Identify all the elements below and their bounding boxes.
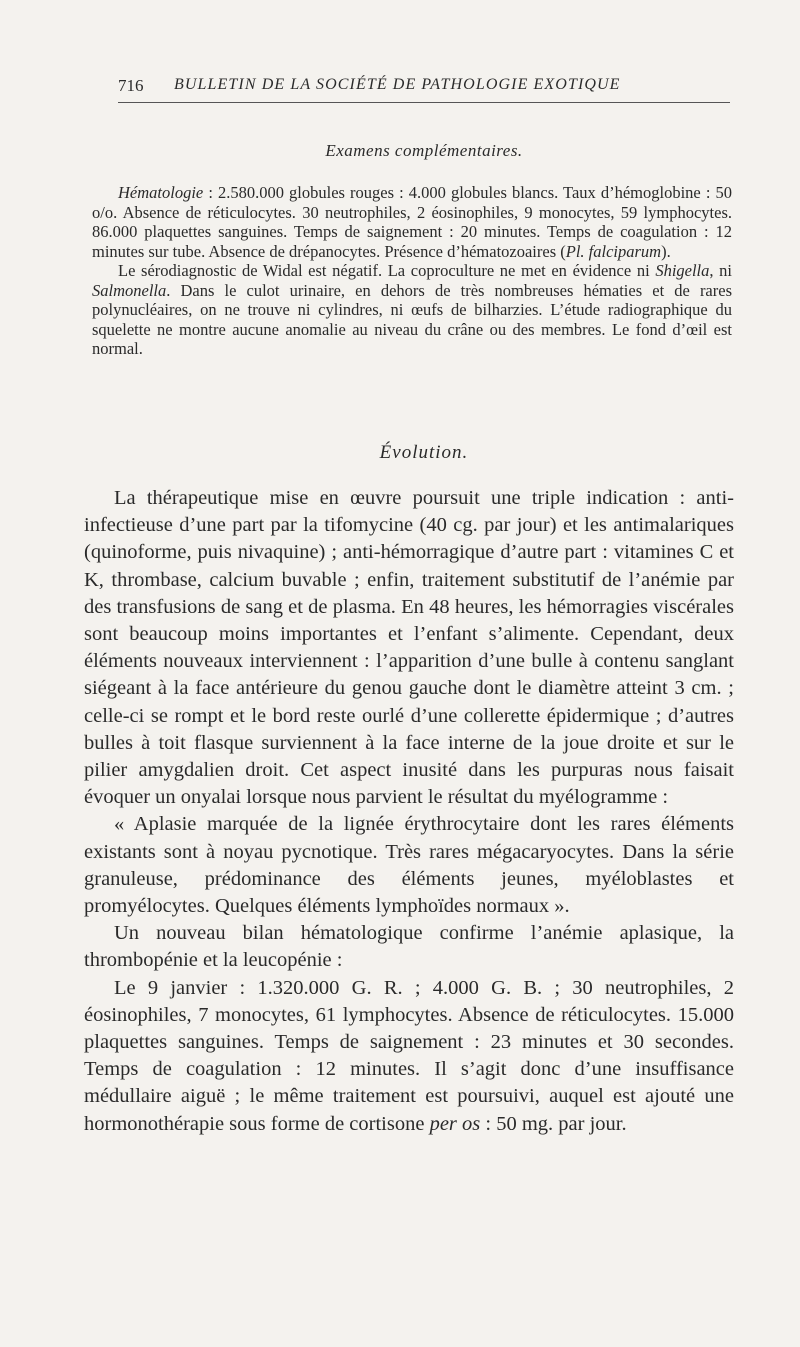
janvier-text: Le 9 janvier : 1.320.000 G. R. ; 4.000 G. B. ; 30 neutrophiles, 2 éosinophiles, 7 monocytes, 61 lymphocytes. Absence de réticulocytes. 15.000 plaquettes sanguines. Temps de saignement : 23 minutes et 30 secondes. Temps de coagulation : 12 minutes. Il s’agit donc d’une insuffisance médullaire aiguë ; le même traitement est poursuivi, auquel est ajouté une hormonothérapie sous forme de cortisone (84, 976, 734, 1135)
examens-body (92, 183, 732, 359)
janvier-end: : 50 mg. par jour. (480, 1112, 627, 1135)
hematologie-lead: Hématologie (118, 183, 204, 202)
shigella: Shigella (655, 261, 710, 280)
serodiagnostic-text-2: , ni (709, 261, 732, 280)
paragraph-hematologie (92, 183, 732, 261)
species-name: Pl. falciparum (565, 241, 662, 261)
page-number: 716 (118, 76, 144, 95)
serodiagnostic-text-3: . Dans le culot urinaire, en dehors de très nombreuses hématies et de rares polynucléaires, on ne trouve ni cylindres, ni œufs de bilharzies. L’étude radiographique du squelette ne montre aucune anomalie au niveau du crâne ou des membres. Le fond d’œil est normal. (92, 280, 732, 358)
journal-title: BULLETIN DE LA SOCIÉTÉ DE PATHOLOGIE EXOTIQUE (174, 76, 621, 93)
hematologie-end: ). (661, 241, 671, 261)
evolution-body (84, 485, 734, 1138)
paragraph-bilan: Un nouveau bilan hématologique confirme l’anémie aplasique, la thrombopénie et la leucopénie : (84, 922, 734, 972)
section-heading-examens: Examens complémentaires. (325, 141, 523, 160)
hematologie-text: : 2.580.000 globules rouges : 4.000 globules blancs. Taux d’hémoglobine : 50 o/o. Absence de réticulocytes. 30 neutrophiles, 2 éosinophiles, 9 monocytes, 59 lymphocytes. 86.000 plaquettes sanguines. Temps de saignement : 20 minutes. Temps de coagulation : 12 minutes sur tube. Absence de drépanocytes. Présence d’hématozoaires ( (92, 183, 732, 261)
paragraph-myelogramme-quote: « Aplasie marquée de la lignée érythrocytaire dont les rares éléments existants sont à noyau pycnotique. Très rares mégacaryocytes. Dans la série granuleuse, prédominance des éléments jeunes, myéloblastes et promyélocytes. Quelques éléments lymphoïdes normaux ». (84, 813, 734, 918)
running-header (118, 74, 730, 103)
paragraph-therapeutique: La thérapeutique mise en œuvre poursuit une triple indication : anti-infectieuse d’une part par la tifomycine (40 cg. par jour) et les antimalariques (quinoforme, puis nivaquine) ; anti-hémorragique d’autre part : vitamines C et K, thrombase, calcium buvable ; enfin, traitement substitutif de l’anémie par des transfusions de sang et de plasma. En 48 heures, les hémorragies viscérales sont beaucoup moins importantes et l’enfant s’alimente. Cependant, deux éléments nouveaux interviennent : l’apparition d’une bulle à contenu sanglant siégeant à la face antérieure du genou gauche dont le diamètre atteint 3 cm. ; celle-ci se rompt et le bord reste ourlé d’une collerette épidermique ; d’autres bulles à toit flasque surviennent à la face interne de la joue droite et sur le pilier amygdalien droit. Cet aspect inusité dans les purpuras nous faisait évoquer un onyalai lorsque nous parvient le résultat du myélogramme : (84, 487, 734, 809)
section-heading-evolution: Évolution. (379, 442, 469, 463)
paragraph-serodiagnostic (92, 261, 732, 359)
paragraph-9-janvier (84, 975, 734, 1138)
per-os: per os (429, 1112, 481, 1135)
salmonella: Salmonella (92, 280, 167, 300)
serodiagnostic-text-1: Le sérodiagnostic de Widal est négatif. La coproculture ne met en évidence ni (118, 261, 656, 280)
